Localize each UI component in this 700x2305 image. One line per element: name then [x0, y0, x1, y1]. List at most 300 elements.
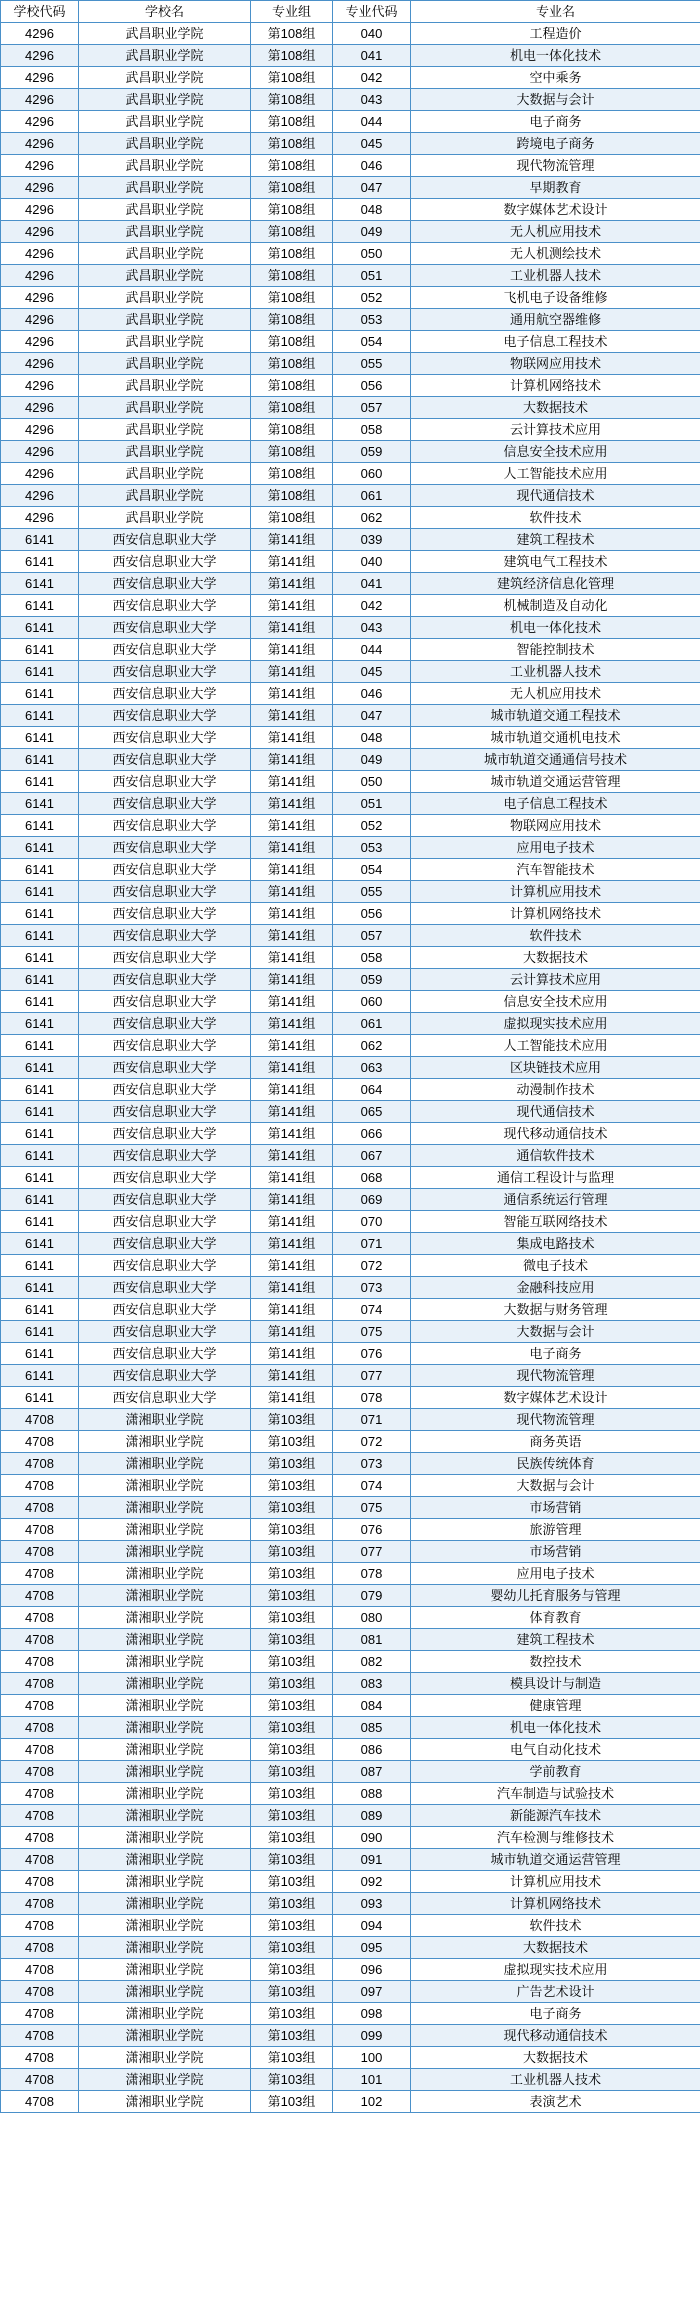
table-row — [1, 617, 700, 639]
cell-school-code: 4296 — [1, 397, 79, 419]
cell-major-group: 第103组 — [251, 1981, 333, 2003]
cell-major-code: 062 — [333, 507, 411, 529]
cell-school-code: 6141 — [1, 1365, 79, 1387]
table-row — [1, 1057, 700, 1079]
cell-school-name: 西安信息职业大学 — [79, 661, 251, 683]
cell-major-name: 大数据技术 — [411, 2047, 700, 2069]
cell-major-group: 第141组 — [251, 991, 333, 1013]
cell-school-name: 西安信息职业大学 — [79, 1167, 251, 1189]
cell-major-name: 微电子技术 — [411, 1255, 700, 1277]
cell-major-name: 体育教育 — [411, 1607, 700, 1629]
table-row — [1, 331, 700, 353]
cell-school-name: 武昌职业学院 — [79, 23, 251, 45]
cell-major-code: 072 — [333, 1255, 411, 1277]
cell-major-name: 机电一体化技术 — [411, 45, 700, 67]
table-row — [1, 1233, 700, 1255]
cell-major-group: 第103组 — [251, 1673, 333, 1695]
cell-major-group: 第103组 — [251, 2069, 333, 2091]
cell-school-name: 西安信息职业大学 — [79, 815, 251, 837]
cell-major-name: 现代移动通信技术 — [411, 1123, 700, 1145]
cell-school-name: 潇湘职业学院 — [79, 1849, 251, 1871]
cell-school-name: 西安信息职业大学 — [79, 1387, 251, 1409]
table-row — [1, 2069, 700, 2091]
cell-school-name: 西安信息职业大学 — [79, 1365, 251, 1387]
cell-school-code: 4708 — [1, 1871, 79, 1893]
table-row — [1, 1849, 700, 1871]
table-row — [1, 1805, 700, 1827]
cell-school-code: 4708 — [1, 1981, 79, 2003]
cell-major-name: 集成电路技术 — [411, 1233, 700, 1255]
cell-school-code: 6141 — [1, 1321, 79, 1343]
cell-major-name: 电子信息工程技术 — [411, 793, 700, 815]
cell-school-name: 武昌职业学院 — [79, 331, 251, 353]
cell-school-code: 6141 — [1, 595, 79, 617]
cell-major-code: 092 — [333, 1871, 411, 1893]
cell-major-group: 第103组 — [251, 1431, 333, 1453]
cell-major-code: 055 — [333, 881, 411, 903]
cell-major-name: 数字媒体艺术设计 — [411, 199, 700, 221]
cell-major-code: 058 — [333, 947, 411, 969]
cell-major-name: 无人机应用技术 — [411, 683, 700, 705]
cell-major-code: 060 — [333, 991, 411, 1013]
cell-major-code: 052 — [333, 815, 411, 837]
cell-school-code: 4708 — [1, 1827, 79, 1849]
cell-major-code: 061 — [333, 485, 411, 507]
cell-major-group: 第141组 — [251, 1365, 333, 1387]
cell-major-code: 099 — [333, 2025, 411, 2047]
table-row — [1, 2047, 700, 2069]
cell-major-code: 072 — [333, 1431, 411, 1453]
cell-major-name: 金融科技应用 — [411, 1277, 700, 1299]
cell-major-group: 第108组 — [251, 221, 333, 243]
table-row — [1, 1981, 700, 2003]
cell-major-group: 第103组 — [251, 1827, 333, 1849]
cell-school-name: 西安信息职业大学 — [79, 881, 251, 903]
cell-school-code: 4296 — [1, 287, 79, 309]
cell-major-code: 042 — [333, 67, 411, 89]
cell-school-name: 潇湘职业学院 — [79, 2003, 251, 2025]
cell-major-name: 物联网应用技术 — [411, 815, 700, 837]
cell-major-group: 第108组 — [251, 507, 333, 529]
cell-school-code: 6141 — [1, 1057, 79, 1079]
cell-school-name: 潇湘职业学院 — [79, 1651, 251, 1673]
cell-major-code: 090 — [333, 1827, 411, 1849]
cell-school-name: 潇湘职业学院 — [79, 1585, 251, 1607]
cell-major-name: 大数据与财务管理 — [411, 1299, 700, 1321]
cell-school-code: 6141 — [1, 1167, 79, 1189]
table-row — [1, 573, 700, 595]
cell-school-code: 4708 — [1, 1849, 79, 1871]
table-row — [1, 1497, 700, 1519]
table-row — [1, 661, 700, 683]
cell-major-name: 信息安全技术应用 — [411, 441, 700, 463]
cell-major-group: 第103组 — [251, 1893, 333, 1915]
cell-major-group: 第141组 — [251, 947, 333, 969]
cell-major-code: 042 — [333, 595, 411, 617]
cell-school-code: 4708 — [1, 1607, 79, 1629]
table-row — [1, 1101, 700, 1123]
cell-major-name: 工业机器人技术 — [411, 661, 700, 683]
cell-school-name: 潇湘职业学院 — [79, 1629, 251, 1651]
cell-school-code: 4296 — [1, 463, 79, 485]
cell-major-group: 第103组 — [251, 1761, 333, 1783]
table-row — [1, 243, 700, 265]
cell-major-group: 第141组 — [251, 727, 333, 749]
cell-school-name: 武昌职业学院 — [79, 221, 251, 243]
cell-major-code: 073 — [333, 1277, 411, 1299]
cell-major-code: 094 — [333, 1915, 411, 1937]
cell-major-code: 068 — [333, 1167, 411, 1189]
cell-school-name: 武昌职业学院 — [79, 133, 251, 155]
cell-major-group: 第141组 — [251, 617, 333, 639]
cell-school-name: 武昌职业学院 — [79, 265, 251, 287]
table-row — [1, 1277, 700, 1299]
header-major-group: 专业组 — [251, 1, 333, 23]
cell-school-code: 6141 — [1, 969, 79, 991]
cell-major-name: 大数据与会计 — [411, 1475, 700, 1497]
cell-school-code: 4296 — [1, 309, 79, 331]
cell-major-name: 计算机网络技术 — [411, 375, 700, 397]
cell-school-name: 武昌职业学院 — [79, 89, 251, 111]
cell-major-code: 071 — [333, 1233, 411, 1255]
cell-school-name: 武昌职业学院 — [79, 309, 251, 331]
cell-major-name: 电子商务 — [411, 1343, 700, 1365]
cell-school-name: 武昌职业学院 — [79, 155, 251, 177]
cell-major-code: 095 — [333, 1937, 411, 1959]
cell-major-code: 053 — [333, 837, 411, 859]
table-body — [1, 23, 700, 2113]
cell-school-name: 西安信息职业大学 — [79, 859, 251, 881]
header-school-code: 学校代码 — [1, 1, 79, 23]
cell-major-code: 044 — [333, 111, 411, 133]
cell-major-code: 074 — [333, 1299, 411, 1321]
cell-major-code: 101 — [333, 2069, 411, 2091]
cell-major-code: 070 — [333, 1211, 411, 1233]
table-row — [1, 969, 700, 991]
cell-school-name: 武昌职业学院 — [79, 199, 251, 221]
cell-school-name: 武昌职业学院 — [79, 441, 251, 463]
cell-major-code: 089 — [333, 1805, 411, 1827]
table-row — [1, 1211, 700, 1233]
cell-school-name: 潇湘职业学院 — [79, 1673, 251, 1695]
cell-major-group: 第108组 — [251, 67, 333, 89]
table-row — [1, 1035, 700, 1057]
cell-major-group: 第103组 — [251, 1541, 333, 1563]
cell-major-name: 现代物流管理 — [411, 1365, 700, 1387]
cell-major-name: 城市轨道交通机电技术 — [411, 727, 700, 749]
cell-major-name: 大数据技术 — [411, 947, 700, 969]
cell-major-code: 043 — [333, 89, 411, 111]
cell-major-group: 第141组 — [251, 749, 333, 771]
cell-major-code: 075 — [333, 1497, 411, 1519]
cell-school-code: 6141 — [1, 1299, 79, 1321]
cell-school-name: 潇湘职业学院 — [79, 1893, 251, 1915]
cell-major-group: 第141组 — [251, 1343, 333, 1365]
cell-major-group: 第103组 — [251, 1585, 333, 1607]
cell-major-group: 第103组 — [251, 1629, 333, 1651]
table-row — [1, 1827, 700, 1849]
cell-school-code: 6141 — [1, 947, 79, 969]
cell-major-name: 通用航空器维修 — [411, 309, 700, 331]
cell-major-name: 云计算技术应用 — [411, 969, 700, 991]
cell-school-name: 西安信息职业大学 — [79, 705, 251, 727]
cell-major-code: 091 — [333, 1849, 411, 1871]
cell-major-code: 059 — [333, 441, 411, 463]
cell-major-code: 081 — [333, 1629, 411, 1651]
cell-major-name: 市场营销 — [411, 1497, 700, 1519]
cell-major-name: 电子商务 — [411, 2003, 700, 2025]
cell-major-code: 093 — [333, 1893, 411, 1915]
cell-school-code: 6141 — [1, 705, 79, 727]
cell-school-code: 6141 — [1, 1013, 79, 1035]
table-row — [1, 1651, 700, 1673]
table-row — [1, 375, 700, 397]
cell-school-code: 4296 — [1, 353, 79, 375]
table-row — [1, 947, 700, 969]
cell-major-name: 汽车检测与维修技术 — [411, 1827, 700, 1849]
cell-major-code: 083 — [333, 1673, 411, 1695]
cell-major-code: 043 — [333, 617, 411, 639]
table-row — [1, 551, 700, 573]
cell-major-group: 第108组 — [251, 45, 333, 67]
cell-major-group: 第103组 — [251, 1453, 333, 1475]
cell-school-name: 西安信息职业大学 — [79, 793, 251, 815]
cell-major-name: 现代物流管理 — [411, 155, 700, 177]
cell-school-name: 西安信息职业大学 — [79, 991, 251, 1013]
cell-major-group: 第103组 — [251, 1717, 333, 1739]
cell-major-name: 现代通信技术 — [411, 1101, 700, 1123]
cell-school-name: 武昌职业学院 — [79, 375, 251, 397]
cell-major-group: 第103组 — [251, 1409, 333, 1431]
table-row — [1, 45, 700, 67]
cell-school-name: 武昌职业学院 — [79, 67, 251, 89]
table-row — [1, 177, 700, 199]
cell-major-group: 第108组 — [251, 397, 333, 419]
cell-school-code: 4296 — [1, 45, 79, 67]
cell-school-code: 4296 — [1, 375, 79, 397]
cell-school-code: 4296 — [1, 419, 79, 441]
cell-school-code: 4296 — [1, 243, 79, 265]
cell-school-code: 6141 — [1, 529, 79, 551]
cell-school-code: 6141 — [1, 1035, 79, 1057]
cell-school-code: 4296 — [1, 199, 79, 221]
cell-major-group: 第103组 — [251, 1497, 333, 1519]
table-row — [1, 441, 700, 463]
table-row — [1, 727, 700, 749]
cell-school-name: 潇湘职业学院 — [79, 1959, 251, 1981]
cell-major-name: 表演艺术 — [411, 2091, 700, 2113]
cell-major-name: 婴幼儿托育服务与管理 — [411, 1585, 700, 1607]
cell-major-group: 第108组 — [251, 485, 333, 507]
table-row — [1, 815, 700, 837]
table-row — [1, 1959, 700, 1981]
cell-major-name: 通信系统运行管理 — [411, 1189, 700, 1211]
cell-school-code: 4296 — [1, 221, 79, 243]
cell-major-code: 062 — [333, 1035, 411, 1057]
cell-major-group: 第141组 — [251, 1255, 333, 1277]
cell-major-name: 模具设计与制造 — [411, 1673, 700, 1695]
cell-major-code: 051 — [333, 793, 411, 815]
cell-school-name: 武昌职业学院 — [79, 463, 251, 485]
cell-major-group: 第103组 — [251, 1849, 333, 1871]
cell-major-group: 第141组 — [251, 1189, 333, 1211]
cell-major-name: 跨境电子商务 — [411, 133, 700, 155]
cell-school-name: 潇湘职业学院 — [79, 1475, 251, 1497]
cell-major-group: 第108组 — [251, 133, 333, 155]
cell-major-group: 第141组 — [251, 573, 333, 595]
cell-major-code: 063 — [333, 1057, 411, 1079]
cell-school-code: 4708 — [1, 2091, 79, 2113]
cell-major-group: 第103组 — [251, 1783, 333, 1805]
cell-school-code: 6141 — [1, 1189, 79, 1211]
table-row — [1, 1409, 700, 1431]
cell-major-name: 电气自动化技术 — [411, 1739, 700, 1761]
cell-major-group: 第141组 — [251, 1233, 333, 1255]
cell-school-name: 西安信息职业大学 — [79, 639, 251, 661]
cell-school-code: 4296 — [1, 89, 79, 111]
cell-major-group: 第103组 — [251, 1871, 333, 1893]
cell-major-code: 102 — [333, 2091, 411, 2113]
table-row — [1, 309, 700, 331]
cell-major-code: 096 — [333, 1959, 411, 1981]
cell-major-group: 第103组 — [251, 1695, 333, 1717]
cell-major-code: 088 — [333, 1783, 411, 1805]
cell-major-group: 第103组 — [251, 1651, 333, 1673]
cell-major-code: 075 — [333, 1321, 411, 1343]
cell-major-name: 软件技术 — [411, 1915, 700, 1937]
cell-major-group: 第141组 — [251, 1035, 333, 1057]
cell-school-code: 6141 — [1, 1079, 79, 1101]
table-row — [1, 903, 700, 925]
cell-major-group: 第108组 — [251, 441, 333, 463]
cell-major-group: 第141组 — [251, 529, 333, 551]
cell-major-name: 城市轨道交通通信号技术 — [411, 749, 700, 771]
table-row — [1, 1585, 700, 1607]
cell-school-name: 西安信息职业大学 — [79, 617, 251, 639]
cell-major-name: 电子商务 — [411, 111, 700, 133]
table-row — [1, 1739, 700, 1761]
cell-school-code: 6141 — [1, 639, 79, 661]
cell-major-name: 工业机器人技术 — [411, 2069, 700, 2091]
table-row — [1, 2091, 700, 2113]
cell-school-name: 西安信息职业大学 — [79, 947, 251, 969]
cell-major-code: 085 — [333, 1717, 411, 1739]
cell-major-name: 旅游管理 — [411, 1519, 700, 1541]
cell-school-code: 6141 — [1, 749, 79, 771]
cell-major-code: 056 — [333, 903, 411, 925]
cell-major-code: 049 — [333, 221, 411, 243]
cell-major-name: 民族传统体育 — [411, 1453, 700, 1475]
cell-major-group: 第141组 — [251, 1299, 333, 1321]
cell-major-group: 第141组 — [251, 1079, 333, 1101]
cell-school-code: 6141 — [1, 1255, 79, 1277]
table-row — [1, 1123, 700, 1145]
cell-major-name: 汽车智能技术 — [411, 859, 700, 881]
cell-major-group: 第108组 — [251, 375, 333, 397]
cell-major-name: 机电一体化技术 — [411, 1717, 700, 1739]
cell-major-name: 应用电子技术 — [411, 1563, 700, 1585]
cell-school-code: 6141 — [1, 815, 79, 837]
table-row — [1, 749, 700, 771]
cell-major-code: 084 — [333, 1695, 411, 1717]
cell-school-name: 潇湘职业学院 — [79, 1409, 251, 1431]
cell-major-code: 067 — [333, 1145, 411, 1167]
cell-major-code: 040 — [333, 551, 411, 573]
cell-major-name: 电子信息工程技术 — [411, 331, 700, 353]
table-row — [1, 1673, 700, 1695]
cell-school-code: 4708 — [1, 1519, 79, 1541]
cell-school-name: 西安信息职业大学 — [79, 529, 251, 551]
cell-major-name: 商务英语 — [411, 1431, 700, 1453]
table-row — [1, 133, 700, 155]
cell-major-name: 现代通信技术 — [411, 485, 700, 507]
cell-school-name: 西安信息职业大学 — [79, 551, 251, 573]
cell-school-name: 西安信息职业大学 — [79, 1079, 251, 1101]
cell-school-code: 4708 — [1, 1629, 79, 1651]
cell-major-name: 人工智能技术应用 — [411, 1035, 700, 1057]
cell-major-group: 第141组 — [251, 903, 333, 925]
table-row — [1, 1299, 700, 1321]
table-row — [1, 991, 700, 1013]
cell-school-name: 西安信息职业大学 — [79, 969, 251, 991]
table-row — [1, 529, 700, 551]
cell-major-group: 第141组 — [251, 1211, 333, 1233]
cell-school-code: 4296 — [1, 111, 79, 133]
cell-major-group: 第141组 — [251, 1013, 333, 1035]
cell-major-group: 第141组 — [251, 815, 333, 837]
cell-major-group: 第108组 — [251, 111, 333, 133]
table-row — [1, 1255, 700, 1277]
cell-school-name: 潇湘职业学院 — [79, 1783, 251, 1805]
cell-major-name: 数控技术 — [411, 1651, 700, 1673]
cell-major-code: 100 — [333, 2047, 411, 2069]
cell-major-name: 建筑工程技术 — [411, 1629, 700, 1651]
cell-school-name: 西安信息职业大学 — [79, 1211, 251, 1233]
cell-major-name: 物联网应用技术 — [411, 353, 700, 375]
cell-major-name: 城市轨道交通运营管理 — [411, 1849, 700, 1871]
table-row — [1, 1695, 700, 1717]
table-row — [1, 1607, 700, 1629]
cell-school-name: 西安信息职业大学 — [79, 683, 251, 705]
cell-major-code: 066 — [333, 1123, 411, 1145]
cell-major-group: 第103组 — [251, 2025, 333, 2047]
cell-major-code: 040 — [333, 23, 411, 45]
cell-major-name: 无人机应用技术 — [411, 221, 700, 243]
cell-major-code: 080 — [333, 1607, 411, 1629]
table-row — [1, 1365, 700, 1387]
cell-major-group: 第108组 — [251, 265, 333, 287]
cell-school-code: 6141 — [1, 881, 79, 903]
cell-school-code: 4708 — [1, 1563, 79, 1585]
cell-school-code: 4296 — [1, 67, 79, 89]
cell-school-code: 6141 — [1, 771, 79, 793]
cell-school-name: 武昌职业学院 — [79, 243, 251, 265]
cell-school-name: 潇湘职业学院 — [79, 1739, 251, 1761]
cell-school-code: 6141 — [1, 793, 79, 815]
table-row — [1, 1167, 700, 1189]
table-row — [1, 89, 700, 111]
cell-school-name: 西安信息职业大学 — [79, 1343, 251, 1365]
cell-school-name: 潇湘职业学院 — [79, 1805, 251, 1827]
cell-major-name: 健康管理 — [411, 1695, 700, 1717]
table-row — [1, 1761, 700, 1783]
cell-school-code: 4296 — [1, 265, 79, 287]
cell-major-group: 第141组 — [251, 639, 333, 661]
cell-school-code: 4296 — [1, 133, 79, 155]
cell-school-code: 6141 — [1, 1343, 79, 1365]
cell-school-code: 4708 — [1, 1893, 79, 1915]
cell-major-group: 第108组 — [251, 155, 333, 177]
